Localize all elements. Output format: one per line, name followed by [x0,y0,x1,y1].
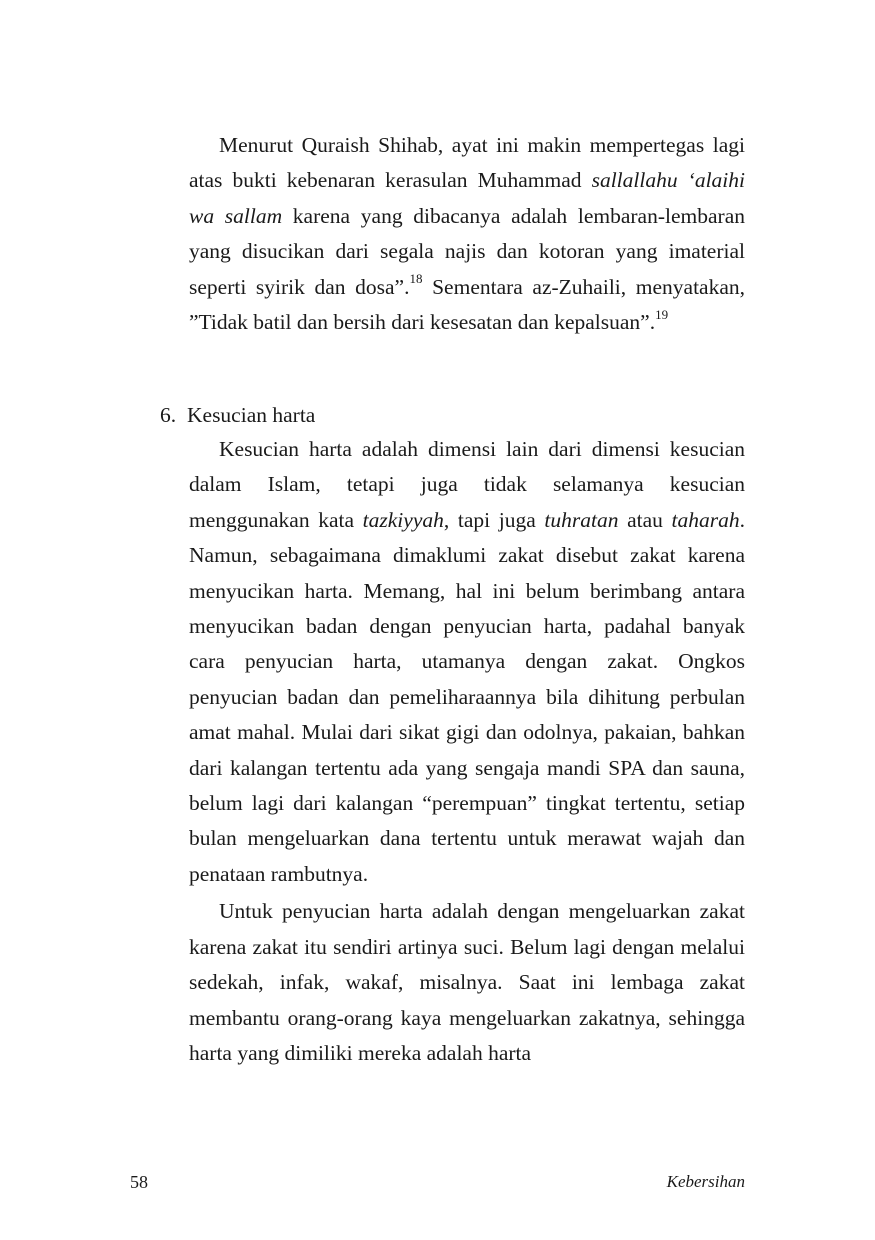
section-title: Kesucian harta [187,403,316,427]
text-run: . Namun, sebagaimana dimaklumi zakat disebut zakat karena menyucikan harta. Memang, hal ini belum berimbang antara menyucikan badan dengan penyucian harta, padahal banyak cara penyucian harta, utamanya dengan zakat. Ongkos penyucian badan dan pemeliharaannya bila dihitung perbulan amat mahal. Mulai dari sikat gigi dan odolnya, pakaian, bahkan dari kalangan tertentu ada yang sengaja mandi SPA dan sauna, belum lagi dari kalangan “perempuan” tingkat tertentu, setiap bulan mengeluarkan dana tertentu untuk merawat wajah dan penataan rambutnya. [189,507,745,886]
text-run: atau [618,507,672,532]
text-run: Untuk penyucian harta adalah dengan mengeluarkan zakat karena zakat itu sendiri artinya suci. Belum lagi dengan melalui sedekah, infak, wakaf, misalnya. Saat ini lembaga zakat membantu orang-orang kaya mengeluarkan zakatnya, sehingga harta yang dimiliki mereka adalah harta [189,899,745,1065]
paragraph-kesucian-harta [189,432,745,892]
text-run: Kesucian harta adalah dimensi lain dari dimensi kesucian dalam Islam, tetapi juga tidak selamanya kesucian menggunakan kata [189,437,745,532]
italic-term: tazkiyyah [362,507,444,532]
italic-term: taharah [671,507,740,532]
footnote-ref-18: 18 [409,271,423,287]
page-number: 58 [130,1172,148,1192]
text-block-section [189,432,745,1071]
running-title: Kebersihan [666,1172,745,1191]
text-run: karena yang dibacanya adalah lembaran-lembaran yang disucikan dari segala najis dan kotoran yang imaterial seperti syirik dan dosa”. [189,203,745,299]
text-run: Sementara az-Zuhaili, menyatakan, ”Tidak batil dan bersih dari kesesatan dan kepalsuan”. [189,274,745,335]
text-block-top [189,128,745,340]
paragraph-penyucian-harta [189,894,745,1071]
italic-term: tuhratan [544,507,619,532]
paragraph-quraish-shihab [189,128,745,340]
text-run: Menurut Quraish Shihab, ayat ini makin mempertegas lagi atas bukti kebenaran kerasulan Muhammad [189,133,745,193]
text-run: , tapi juga [443,507,545,532]
section-heading [160,398,315,433]
italic-term: sallallahu ‘alaihi wa sallam [189,168,746,228]
footnote-ref-19: 19 [655,306,669,322]
section-number: 6. [160,403,177,427]
